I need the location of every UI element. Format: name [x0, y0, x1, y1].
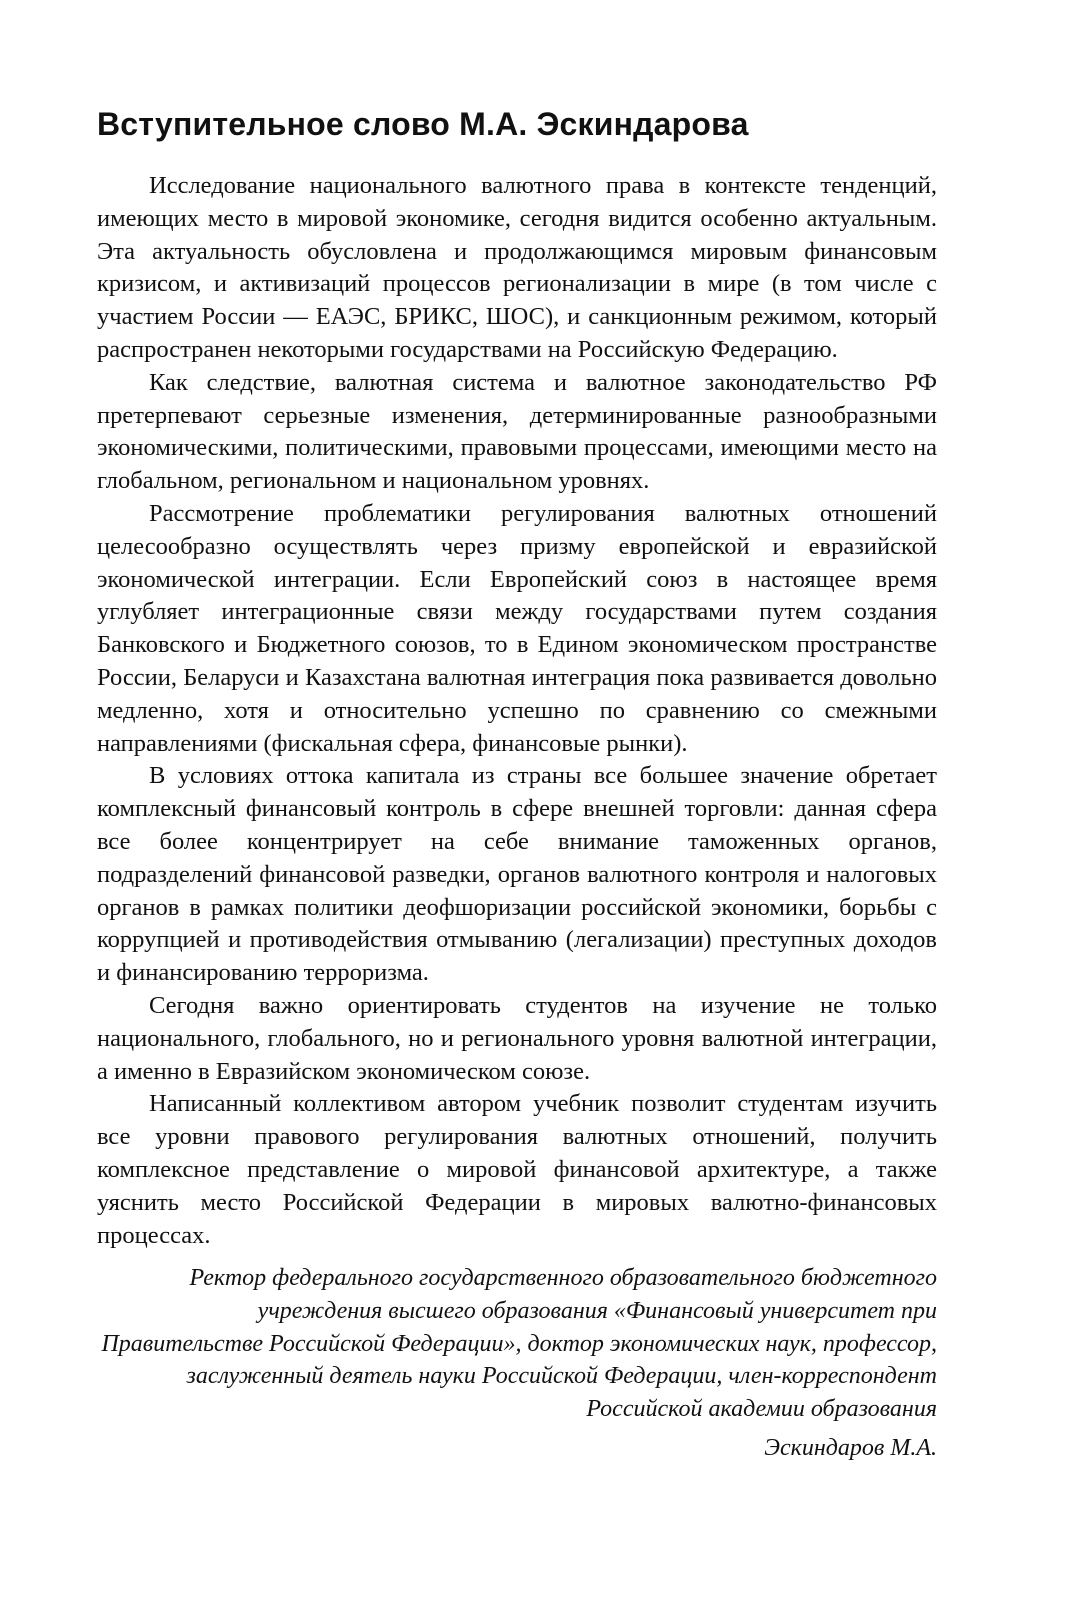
paragraph: В условиях оттока капитала из страны все большее значение обретает комплексный финансовый контроль в сфере внешней торговли: данная сфера все более концентрирует на себе внимание таможенных органов, подразделений финансовой разведки, органов валютного контроля и налоговых органов в рамках политики деофшоризации российской экономики, борьбы с коррупцией и противодействия отмыванию (легализации) преступных доходов и финансированию терроризма.: [97, 762, 937, 987]
paragraph: Исследование национального валютного права в контексте тенденций, имеющих место в мировой экономике, сегодня видится особенно актуальным. Эта актуальность обусловлена и продолжающимся мировым финансовым кризисом, и активизаций процессов регионализации в мире (в том числе с участием России — ЕАЭС, БРИКС, ШОС), и санкционным режимом, который распространен некоторыми государствами на Российскую Федерацию.: [97, 172, 937, 363]
paragraph: Сегодня важно ориентировать студентов на изучение не только национального, глобального, но и регионального уровня валютной интеграции, а именно в Евразийском экономическом союзе.: [97, 991, 937, 1085]
signature-block: Ректор федерального государственного образовательного бюджетного учреждения высшего образования «Финансовый университет при Правительстве Российской Федерации», доктор экономических наук, профессор, заслуженный деятель науки Российской Федерации, член-корреспондент Российской академии образования: [101, 1265, 937, 1423]
paragraph: Написанный коллективом автором учебник позволит студентам изучить все уровни правового регулирования валютных отношений, получить комплексное представление о мировой финансовой архитектуре, а также уяснить место Российской Федерации в мировых валютно-финансовых процессах.: [97, 1090, 937, 1249]
paragraph: Рассмотрение проблематики регулирования валютных отношений целесообразно осуществлять через призму европейской и евразийской экономической интеграции. Если Европейский союз в настоящее время углубляет интеграционные связи между государствами путем создания Банковского и Бюджетного союзов, то в Едином экономическом пространстве России, Беларуси и Казахстана валютная интеграция пока развивается довольно медленно, хотя и относительно успешно по сравнению со смежными направлениями (фискальная сфера, финансовые рынки).: [97, 499, 937, 757]
page-title: Вступительное слово М.А. Эскиндарова: [97, 106, 749, 142]
author-name: Эскиндаров М.А.: [764, 1435, 937, 1461]
paragraph: Как следствие, валютная система и валютное законодательство РФ претерпевают серьезные изменения, детерминированные разнообразными экономическими, политическими, правовыми процессами, имеющими место на глобальном, региональном и национальном уровнях.: [97, 368, 937, 495]
body-text: [97, 170, 937, 1252]
